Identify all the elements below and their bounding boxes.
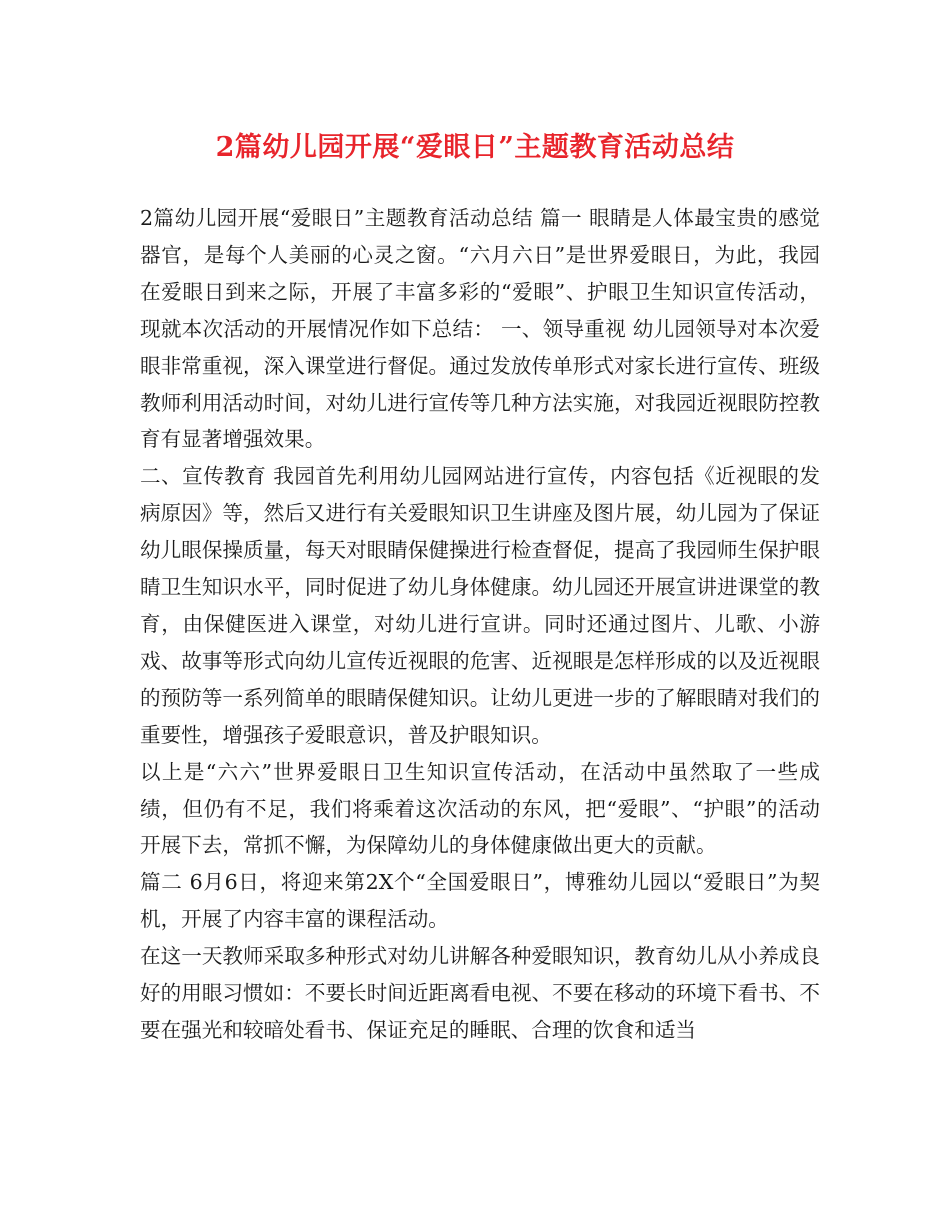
paragraph-1: 2篇幼儿园开展“爱眼日”主题教育活动总结 篇一 眼睛是人体最宝贵的感觉器官，是每个人美丽的心灵之窗。“六月六日”是世界爱眼日，为此，我园在爱眼日到来之际，开展了丰富多彩的“爱眼”、护眼卫生知识宣传活动，现就本次活动的开展情况作如下总结： 一、领导重视 幼儿园领导对本次爱眼非常重视，深入课堂进行督促。通过发放传单形式对家长进行宣传、班级教师利用活动时间，对幼儿进行宣传等几种方法实施，对我园近视眼防控教育有显著增强效果。 bbox=[140, 206, 820, 452]
paragraph-5: 在这一天教师采取多种形式对幼儿讲解各种爱眼知识，教育幼儿从小养成良好的用眼习惯如：不要长时间近距离看电视、不要在移动的环境下看书、不要在强光和较暗处看书、保证充足的睡眠、合理的饮食和适当 bbox=[140, 944, 820, 1042]
document-body bbox=[140, 200, 820, 1049]
paragraph-2: 二、宣传教育 我园首先利用幼儿园网站进行宣传，内容包括《近视眼的发病原因》等，然后又进行有关爱眼知识卫生讲座及图片展，幼儿园为了保证幼儿眼保操质量，每天对眼睛保健操进行检查督促，提高了我园师生保护眼睛卫生知识水平，同时促进了幼儿身体健康。幼儿园还开展宣讲进课堂的教育，由保健医进入课堂，对幼儿进行宣讲。同时还通过图片、儿歌、小游戏、故事等形式向幼儿宣传近视眼的危害、近视眼是怎样形成的以及近视眼的预防等一系列简单的眼睛保健知识。让幼儿更进一步的了解眼睛对我们的重要性，增强孩子爱眼意识，普及护眼知识。 bbox=[140, 464, 820, 747]
paragraph-3: 以上是“六六”世界爱眼日卫生知识宣传活动，在活动中虽然取了一些成绩，但仍有不足，我们将乘着这次活动的东风，把“爱眼”、“护眼”的活动开展下去，常抓不懈，为保障幼儿的身体健康做出更大的贡献。 bbox=[140, 759, 820, 858]
document-title: 2篇幼儿园开展“爱眼日”主题教育活动总结 bbox=[215, 132, 735, 163]
paragraph-4: 篇二 6月6日，将迎来第2X个“全国爱眼日”，博雅幼儿园以“爱眼日”为契机，开展了内容丰富的课程活动。 bbox=[140, 870, 820, 932]
